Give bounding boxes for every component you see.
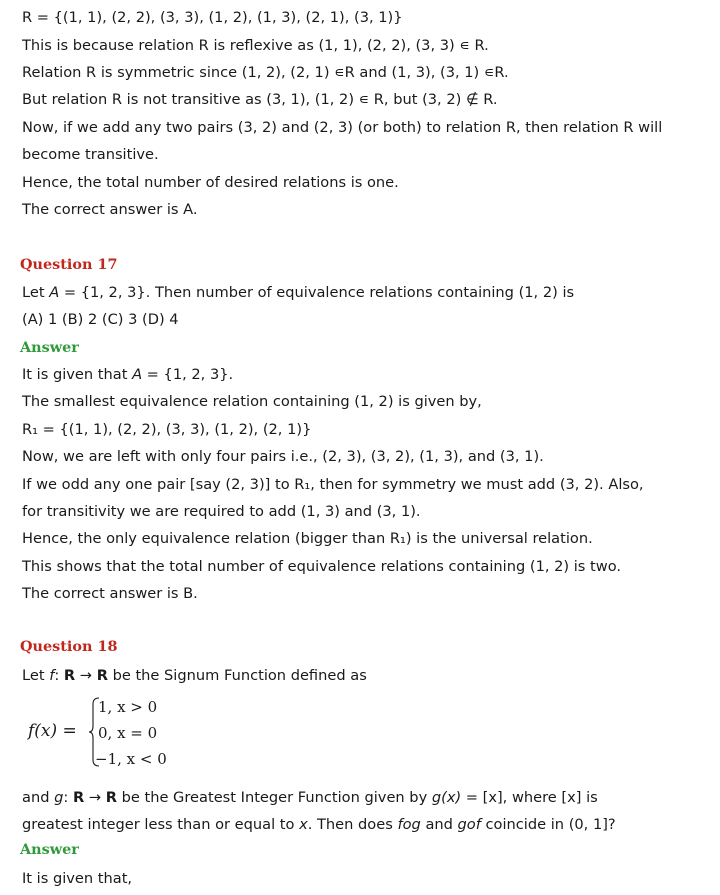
r1-definition: R₁ = {(1, 1), (2, 2), (3, 3), (1, 2), (2, 1)} [22,421,312,438]
symmetry-addition-line: If we odd any one pair [say (2, 3)] to R₁, then for symmetry we must add (3, 2). Also, [22,476,644,493]
reflexive-statement: This is because relation R is reflexive as (1, 1), (2, 2), (3, 3) ∊ R. [22,37,489,54]
remaining-pairs-line: Now, we are left with only four pairs i.e., (2, 3), (3, 2), (1, 3), and (3, 1). [22,448,544,465]
transitive-addition-line-1: Now, if we add any two pairs (3, 2) and (2, 3) (or both) to relation R, then relation R will [22,119,663,136]
symmetric-statement: Relation R is symmetric since (1, 2), (2, 1) ∊R and (1, 3), (3, 1) ∊R. [22,64,509,81]
formula-lhs: f(x) = [28,721,77,741]
transitivity-addition-line: for transitivity we are required to add (1, 3) and (3, 1). [22,503,421,520]
correct-answer-b: The correct answer is B. [22,585,198,602]
question-17-text: Let A = {1, 2, 3}. Then number of equivalence relations containing (1, 2) is [22,284,575,301]
coincide-question-line: greatest integer less than or equal to x. Then does fog and gof coincide in (0, 1]? [22,816,616,833]
question-18-given: It is given that, [22,870,133,887]
greatest-integer-line: and g: R → R be the Greatest Integer Function given by g(x) = [x], where [x] is [22,789,598,806]
case-negative: −1, x < 0 [95,750,167,768]
not-transitive-statement: But relation R is not transitive as (3, 1), (1, 2) ∊ R, but (3, 2) ∉ R. [22,91,498,108]
transitive-addition-line-2: become transitive. [22,146,159,163]
question-17-given: It is given that A = {1, 2, 3}. [22,366,234,383]
total-two-line: This shows that the total number of equivalence relations containing (1, 2) is two. [22,558,622,575]
relation-r-definition: R = {(1, 1), (2, 2), (3, 3), (1, 2), (1, 3), (2, 1), (3, 1)} [22,9,403,26]
question-18-answer-heading: Answer [20,841,79,858]
signum-function-formula [22,692,202,774]
total-relations-statement: Hence, the total number of desired relations is one. [22,174,399,191]
case-zero: 0, x = 0 [98,724,158,742]
smallest-relation-line: The smallest equivalence relation containing (1, 2) is given by, [22,393,482,410]
correct-answer-a: The correct answer is A. [22,201,198,218]
question-17-answer-heading: Answer [20,339,79,356]
universal-relation-line: Hence, the only equivalence relation (bigger than R₁) is the universal relation. [22,530,593,547]
question-17-options: (A) 1 (B) 2 (C) 3 (D) 4 [22,311,179,328]
case-positive: 1, x > 0 [98,698,158,716]
question-18-heading: Question 18 [20,638,118,655]
question-18-intro: Let f: R → R be the Signum Function defined as [22,667,367,684]
question-17-heading: Question 17 [20,256,118,273]
